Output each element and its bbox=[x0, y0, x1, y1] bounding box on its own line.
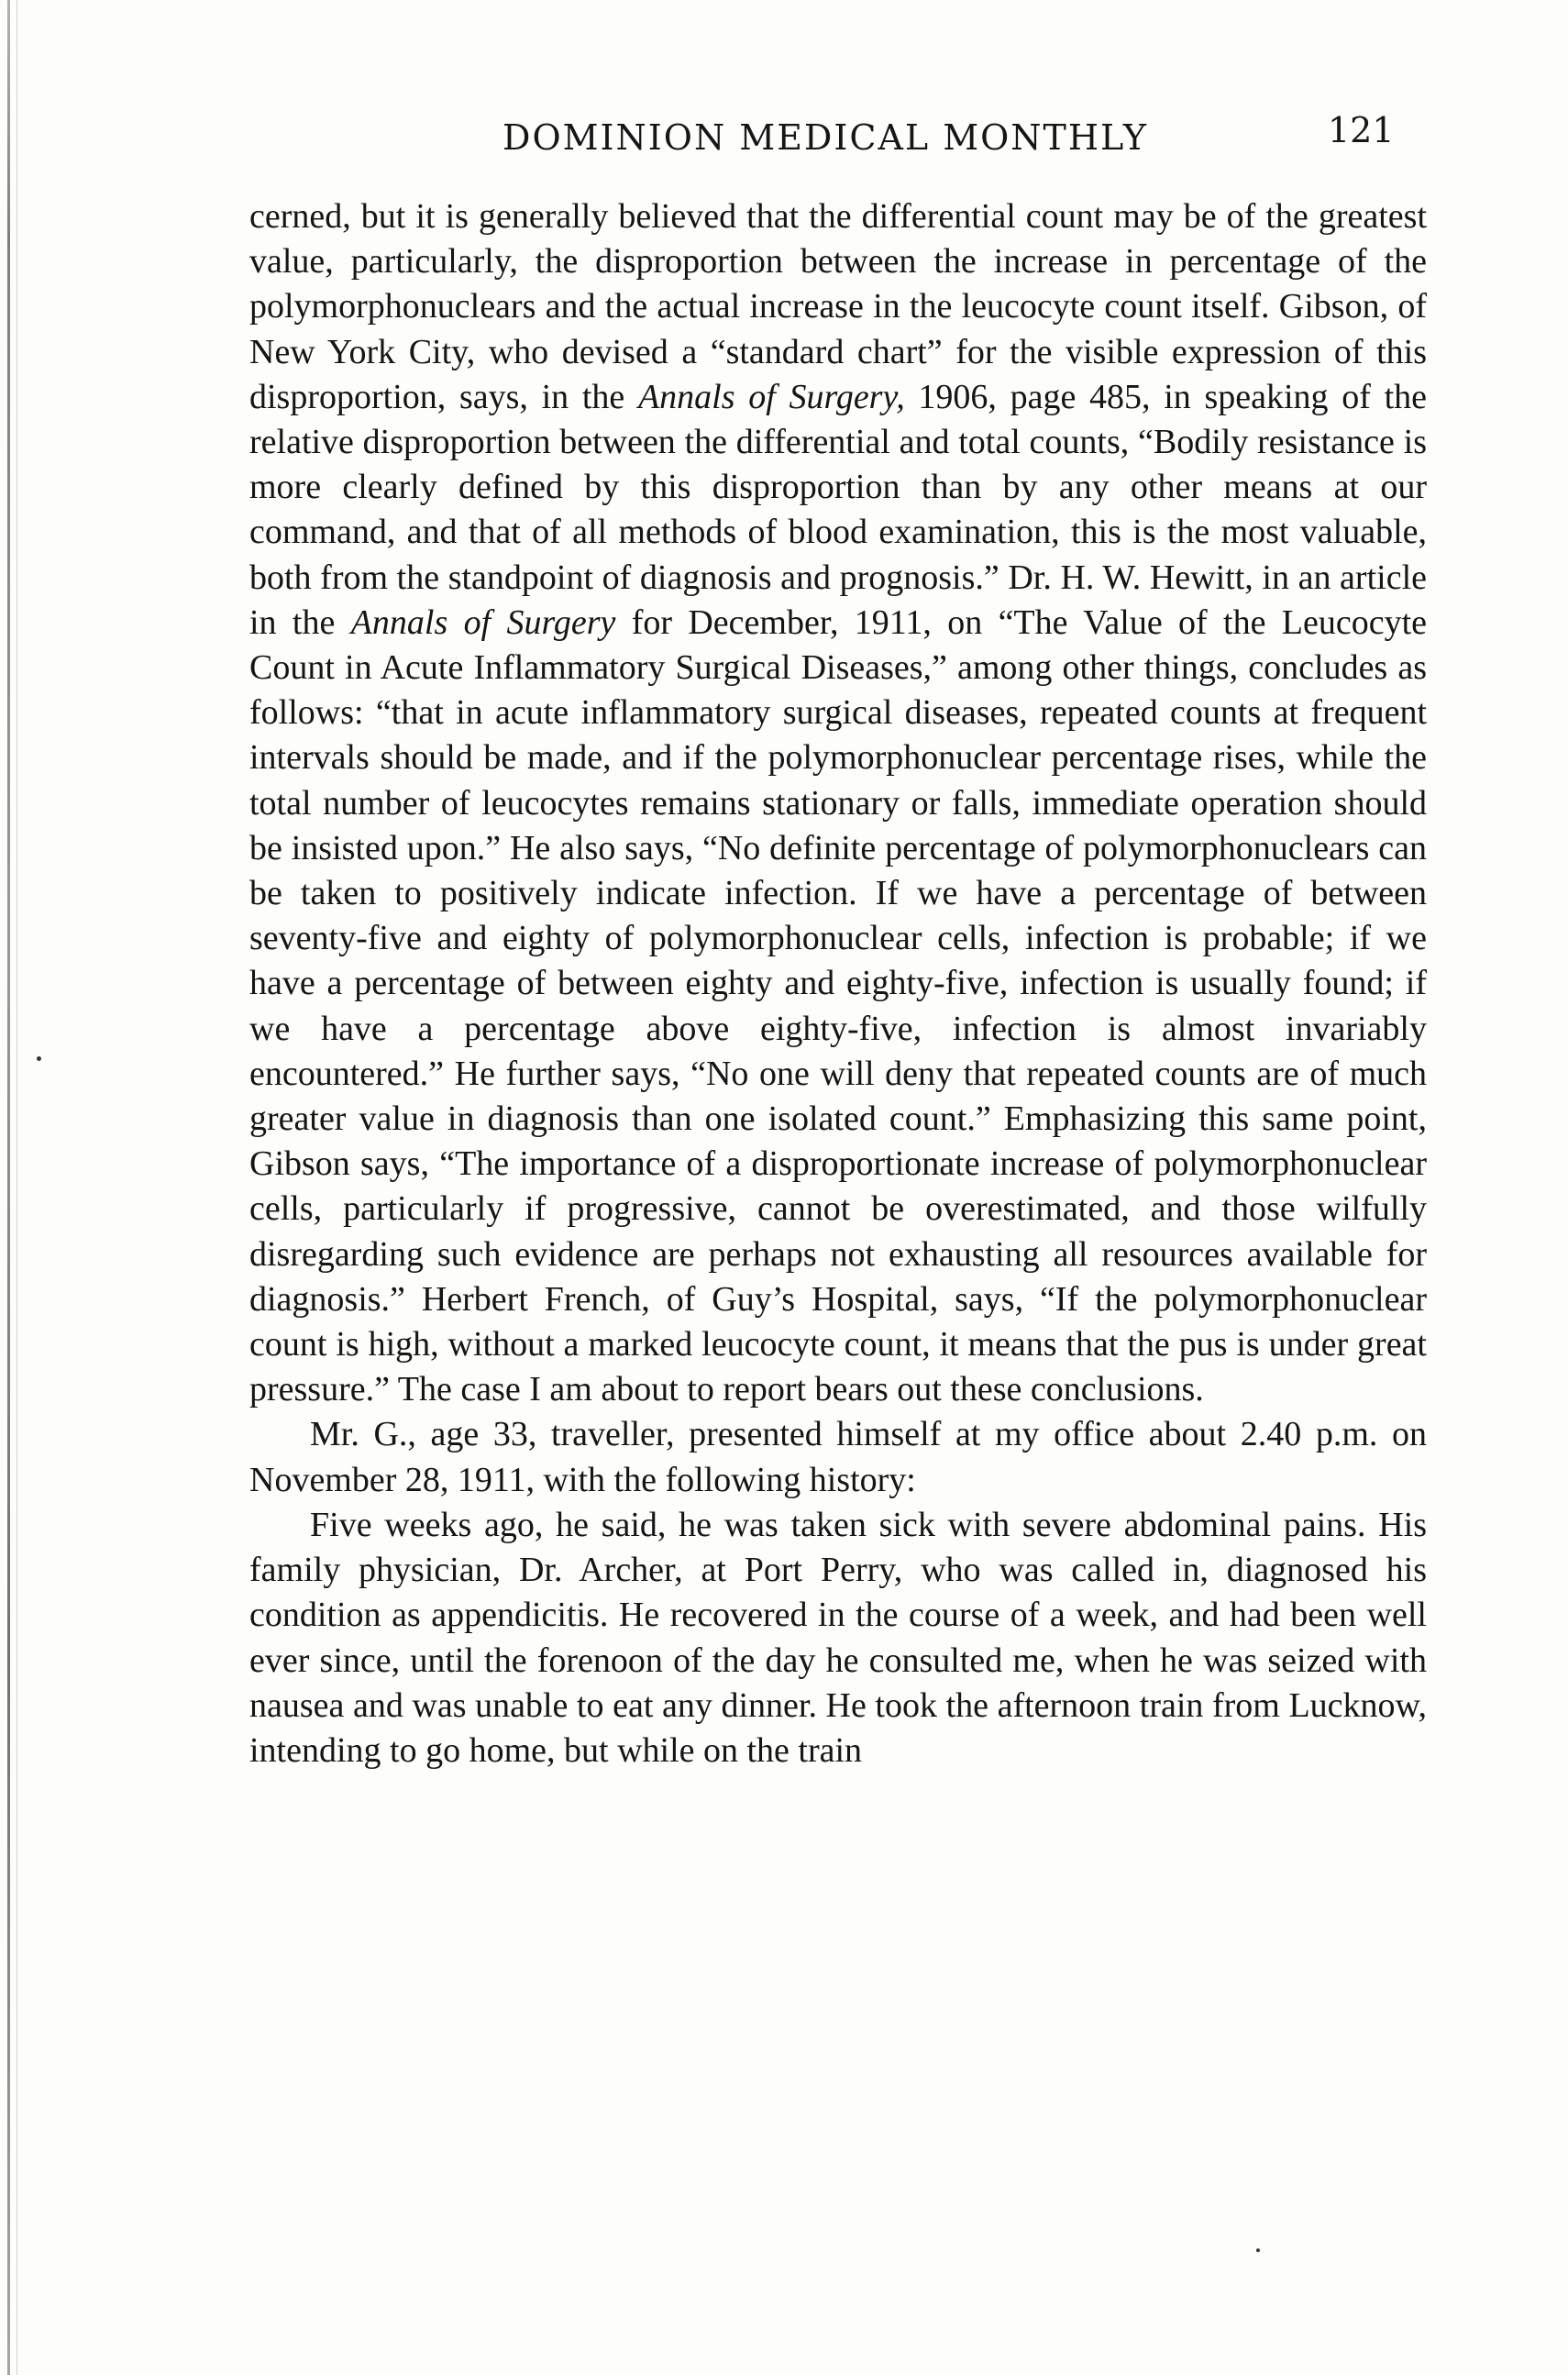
journal-citation-annals-1906: Annals of Surgery, bbox=[637, 377, 905, 416]
running-header bbox=[0, 108, 1568, 172]
page-number: 121 bbox=[1328, 110, 1395, 150]
paragraph-1 bbox=[249, 194, 1427, 1412]
paragraph-1-text-c: for December, 1911, on “The Value of the Leucocyte Count in Acute Inflammatory Surgical Diseases,” among other things, concludes as follows: “that in acute inflammatory surgical diseases, repeated counts at frequent intervals should be made, and if the polymorphonuclear percentage rises, while the total number of leucocytes remains stationary or falls, immediate operation should be insisted upon.” He also says, “No definite percentage of polymorphonuclears can be taken to positively indicate infection. If we have a percentage of between seventy-five and eighty of polymorphonuclear cells, infection is probable; if we have a percentage of between eighty and eighty-five, infection is usually found; if we have a percentage above eighty-five, infection is almost invariably encountered.” He further says, “No one will deny that repeated counts are of much greater value in diagnosis than one isolated count.” Emphasizing this same point, Gibson says, “The importance of a disproportionate increase of polymorphonuclear cells, particularly if progressive, cannot be overestimated, and those wilfully disregarding such evidence are perhaps not exhausting all resources available for diagnosis.” Herbert French, of Guy’s Hospital, says, “If the polymorphonuclear count is high, without a marked leucocyte count, it means that the pus is under great pressure.” The case I am about to report bears out these conclusions. bbox=[249, 602, 1428, 1409]
paragraph-1-text-b: 1906, page 485, in speaking of the relative disproportion between the differential and total counts, “Bodily resistance is more clearly defined by this disproportion than by any other means at our command, and that of all methods of blood examination, this is the most valuable, both from the standpoint of diagnosis and prognosis.” Dr. H. W. Hewitt, in an article in the bbox=[249, 377, 1428, 642]
scan-speck bbox=[37, 1056, 41, 1061]
journal-citation-annals-1911: Annals of Surgery bbox=[350, 602, 616, 642]
binding-edge-shadow bbox=[7, 0, 10, 2375]
paragraph-3: Five weeks ago, he said, he was taken sick with severe abdominal pains. His family physician, Dr. Archer, at Port Perry, who was called in, diagnosed his condition as appendicitis. He recovered in the course of a week, and had been well ever since, until the forenoon of the day he consulted me, when he was seized with nausea and was unable to eat any dinner. He took the afternoon train from Lucknow, intending to go home, but while on the train bbox=[249, 1505, 1427, 1770]
scan-speck bbox=[1256, 2248, 1260, 2252]
article-body bbox=[249, 194, 1427, 1773]
paragraph-2: Mr. G., age 33, traveller, presented himself at my office about 2.40 p.m. on November 28, 1911, with the following history: bbox=[249, 1415, 1427, 1499]
paragraph-1-text-a: cerned, but it is generally believed that the differential count may be of the greatest value, particularly, the disproportion between the increase in percentage of the polymorphonuclears and the actual increase in the leucocyte count itself. Gibson, of New York City, who devised a “standard chart” for the visible expression of this disproportion, says, in the bbox=[249, 197, 1427, 416]
journal-title: DOMINION MEDICAL MONTHLY bbox=[502, 117, 1148, 158]
